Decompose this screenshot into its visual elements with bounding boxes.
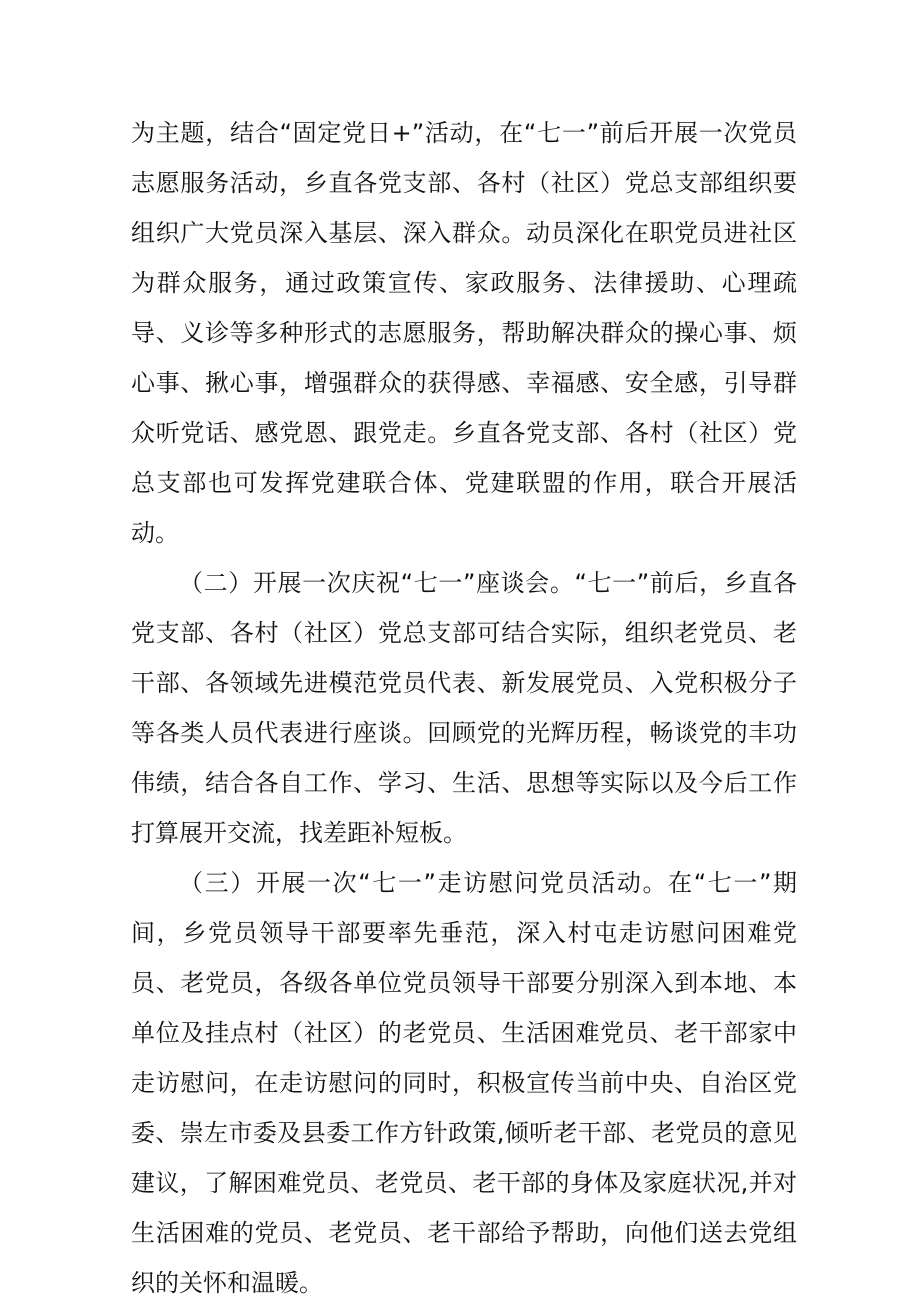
paragraph-visit-party-members: （三）开展一次“七一”走访慰问党员活动。在“七一”期间，乡党员领导干部要率先垂范，深入村屯走访慰问困难党员、老党员，各级各单位党员领导干部要分别深入到本地、本单位及挂点村（社区）的老党员、生活困难党员、老干部家中走访慰问，在走访慰问的同时，积极宣传当前中央、自治区党委、崇左市委及县委工作方针政策,倾听老干部、老党员的意见建议，了解困难党员、老党员、老干部的身体及家庭状况,并对生活困难的党员、老党员、老干部给予帮助，向他们送去党组织的关怀和温暖。 (131, 869, 797, 1297)
paragraph-volunteer-service: 为主题，结合“固定党日+”活动，在“七一”前后开展一次党员志愿服务活动，乡直各党支部、各村（社区）党总支部组织要组织广大党员深入基层、深入群众。动员深化在职党员进社区为群众服务，通过政策宣传、家政服务、法律援助、心理疏导、义诊等多种形式的志愿服务，帮助解决群众的操心事、烦心事、揪心事，增强群众的获得感、幸福感、安全感，引导群众听党话、感党恩、跟党走。乡直各党支部、各村（社区）党总支部也可发挥党建联合体、党建联盟的作用，联合开展活动。 (131, 119, 797, 547)
paragraph-symposium: （二）开展一次庆祝“七一”座谈会。“七一”前后，乡直各党支部、各村（社区）党总支部可结合实际，组织老党员、老干部、各领域先进模范党员代表、新发展党员、入党积极分子等各类人员代表进行座谈。回顾党的光辉历程，畅谈党的丰功伟绩，结合各自工作、学习、生活、思想等实际以及今后工作打算展开交流，找差距补短板。 (131, 569, 797, 847)
document-body (131, 108, 797, 1308)
